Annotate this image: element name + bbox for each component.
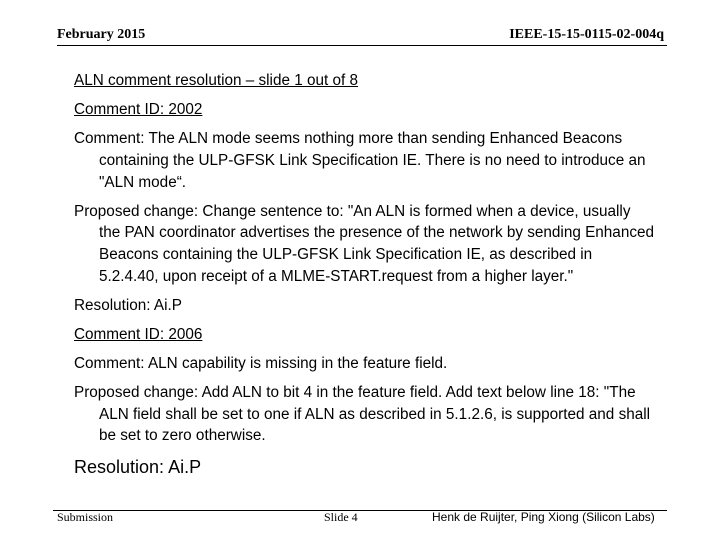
proposed-change-text: Change sentence to: "An ALN is formed when a device, usually the PAN coordinator advertises the presence of the network by sending Enhanced Beacons containing the ULP-GFSK Link Specification IE, as described in 5.2.4.40, upon receipt of a MLME-START.request from a higher layer." xyxy=(99,202,654,285)
footer-slide-number: Slide 4 xyxy=(324,510,358,524)
resolution-2002 xyxy=(74,295,654,317)
comment-id-2006: Comment ID: 2006 xyxy=(74,325,203,343)
proposed-change-2006 xyxy=(74,382,654,447)
comment-2002 xyxy=(74,128,654,193)
comment-text: The ALN mode seems nothing more than sending Enhanced Beacons containing the ULP-GFSK Link Specification IE. There is no need to introduce an "ALN mode“. xyxy=(99,130,646,191)
footer-authors: Henk de Ruijter, Ping Xiong (Silicon Labs) xyxy=(432,510,655,524)
header-doc-id: IEEE-15-15-0115-02-004q xyxy=(509,27,664,42)
header-date: February 2015 xyxy=(57,27,146,42)
comment-label: Comment: xyxy=(74,355,145,373)
comment-label: Comment: xyxy=(74,130,145,148)
header-divider xyxy=(57,45,667,46)
resolution-label: Resolution: xyxy=(74,296,151,314)
proposed-change-text: Add ALN to bit 4 in the feature field. Add text below line 18: "The ALN field shall be set to one if ALN as described in 5.1.2.6, is supported and shall be set to zero otherwise. xyxy=(99,384,651,445)
proposed-change-label: Proposed change: xyxy=(74,202,199,220)
resolution-2006 xyxy=(74,455,654,479)
comment-id-2002: Comment ID: 2002 xyxy=(74,101,203,119)
comment-text: ALN capability is missing in the feature field. xyxy=(144,355,448,373)
proposed-change-2002 xyxy=(74,201,654,287)
footer-submission: Submission xyxy=(57,510,114,524)
proposed-change-label: Proposed change: xyxy=(74,384,199,402)
resolution-text: Ai.P xyxy=(150,296,182,314)
resolution-text: Ai.P xyxy=(164,456,202,477)
resolution-label: Resolution: xyxy=(74,456,165,477)
slide-title: ALN comment resolution – slide 1 out of 8 xyxy=(74,72,358,89)
comment-2006 xyxy=(74,353,654,375)
slide-body xyxy=(74,70,654,486)
